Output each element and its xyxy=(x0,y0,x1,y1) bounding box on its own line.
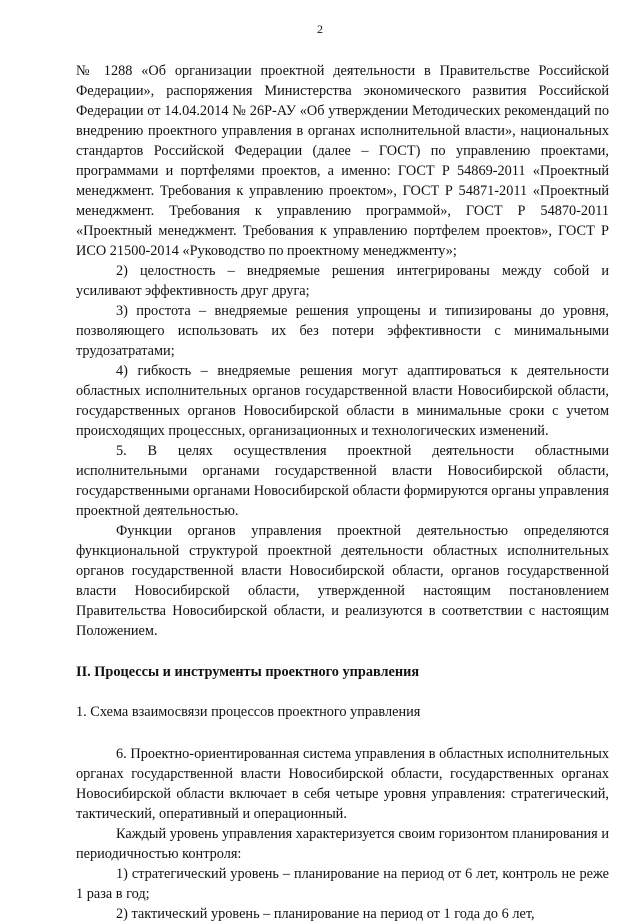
paragraph-5: 5. В целях осуществления проектной деятельности областными исполнительными органами государственной власти Новосибирской области, государственными органами Новосибирской области формируются органы управления проектной деятельностью. xyxy=(76,443,609,519)
list-item-integrity: 2) целостность – внедряемые решения интегрированы между собой и усиливают эффективность друг друга; xyxy=(76,263,609,299)
subsection-heading: 1. Схема взаимосвязи процессов проектного управления xyxy=(76,704,421,720)
paragraph-functions: Функции органов управления проектной деятельностью определяются функциональной структурой проектной деятельности областных исполнительных органов государственной власти Новосибирской области, органов государственной власти Новосибирской области, утвержденной настоящим постановлением Правительства Новосибирской области, и реализуются в соответствии с настоящим Положением. xyxy=(76,523,609,639)
paragraph-levels: Каждый уровень управления характеризуется своим горизонтом планирования и периодичностью контроля: xyxy=(76,826,609,862)
list-item-tactical: 2) тактический уровень – планирование на период от 1 года до 6 лет, xyxy=(116,906,535,922)
list-item-simplicity: 3) простота – внедряемые решения упрощены и типизированы до уровня, позволяющего использовать их без потери эффективности с минимальными трудозатратами; xyxy=(76,303,609,359)
document-body xyxy=(76,61,609,924)
page-number: 2 xyxy=(317,22,323,36)
section-heading: II. Процессы и инструменты проектного управления xyxy=(76,664,420,680)
paragraph-6: 6. Проектно-ориентированная система управления в областных исполнительных органах государственной власти Новосибирской области, государственных органах Новосибирской области включает в себя четыре уровня управления: стратегический, тактический, оперативный и операционный. xyxy=(76,746,609,822)
list-item-strategic: 1) стратегический уровень – планирование на период от 6 лет, контроль не реже 1 раза в год; xyxy=(76,866,609,902)
list-item-flexibility: 4) гибкость – внедряемые решения могут адаптироваться к деятельности областных исполнительных органов государственной власти Новосибирской области, государственных органов Новосибирской области в минимальные сроки с учетом происходящих процессных, организационных и технологических изменений. xyxy=(76,363,609,439)
paragraph-continuation: № 1288 «Об организации проектной деятельности в Правительстве Российской Федерации», распоряжения Министерства экономического развития Российской Федерации от 14.04.2014 № 26Р-АУ «Об утверждении Методических рекомендаций по внедрению проектного управления в органах исполнительной власти», национальных стандартов Российской Федерации (далее – ГОСТ) по управлению проектами, программами и портфелями проектов, а именно: ГОСТ Р 54869-2011 «Проектный менеджмент. Требования к управлению проектом», ГОСТ Р 54871-2011 «Проектный менеджмент. Требования к управлению программой», ГОСТ Р 54870-2011 «Проектный менеджмент. Требования к управлению портфелем проектов», ГОСТ Р ИСО 21500-2014 «Руководство по проектному менеджменту»; xyxy=(76,63,609,259)
